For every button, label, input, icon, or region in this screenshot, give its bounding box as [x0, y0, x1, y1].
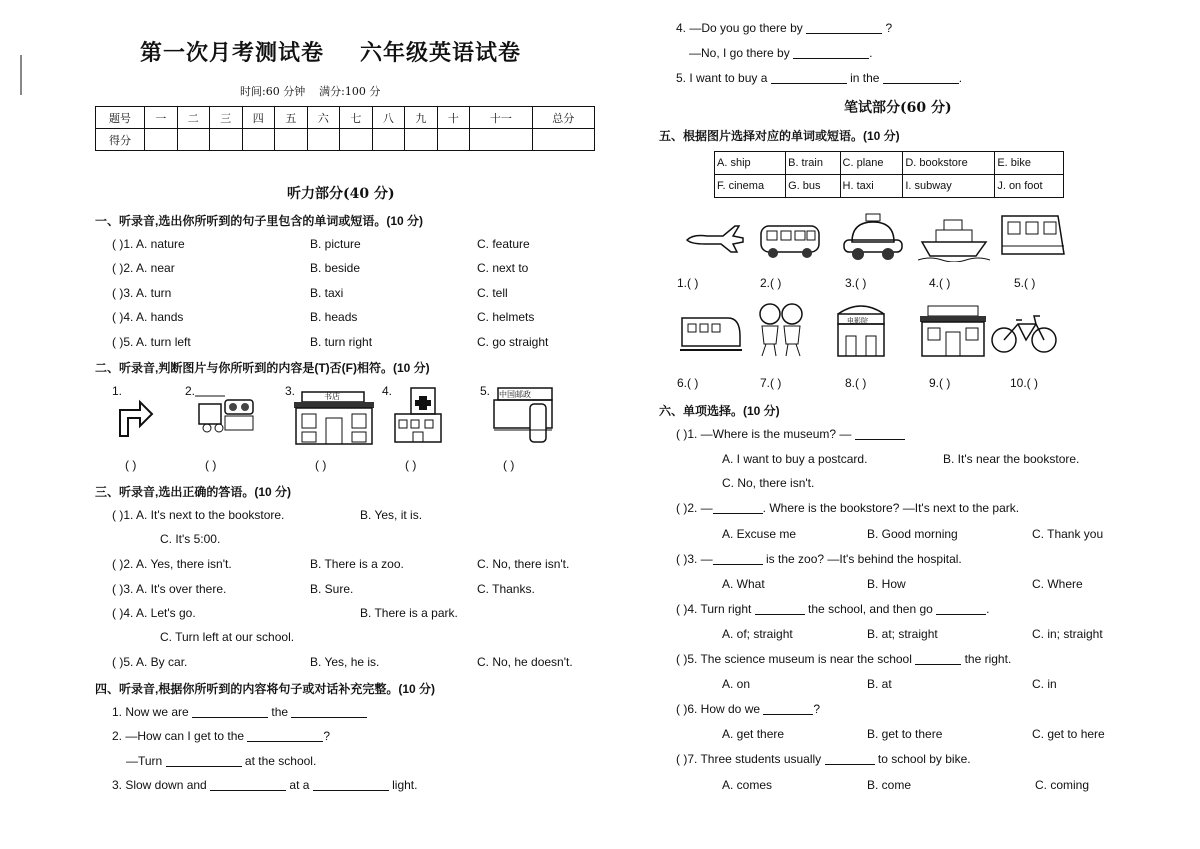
- s6-option-b: B. It's near the bookstore.: [943, 452, 1080, 466]
- s6-option-b: B. come: [867, 778, 912, 792]
- s1-item-a: ( )4. A. hands: [112, 310, 184, 324]
- section4-title: 四、听录音,根据你所听到的内容将句子或对话补充完整。(10 分): [95, 682, 436, 696]
- word-bank-cell: C. plane: [840, 152, 903, 175]
- fill-blank[interactable]: [825, 752, 875, 765]
- bookstore-icon: [918, 304, 988, 358]
- score-cell[interactable]: [307, 129, 340, 151]
- s4-line7: [676, 71, 962, 85]
- s6-q3: [676, 552, 962, 566]
- s6-option-b: B. How: [867, 577, 906, 591]
- score-cell[interactable]: [340, 129, 373, 151]
- s6-option-b: B. Good morning: [867, 527, 958, 541]
- section1-title: 一、听录音,选出你所听到的句子里包含的单词或短语。(10 分): [95, 214, 424, 228]
- s6-question-text: ( )6. How do we: [676, 702, 761, 716]
- s4-text: ?: [885, 21, 893, 35]
- s5-answer[interactable]: 3.( ): [845, 276, 867, 290]
- score-table: [95, 106, 595, 151]
- s6-option-a: A. What: [722, 577, 765, 591]
- fill-blank[interactable]: [313, 778, 389, 791]
- section3-title: 三、听录音,选出正确的答语。(10 分): [95, 485, 292, 499]
- word-bank-cell: F. cinema: [715, 175, 786, 198]
- s3-option-a: ( )4. A. Let's go.: [112, 606, 196, 620]
- s6-q4: [676, 602, 990, 616]
- s3-option-c: C. It's 5:00.: [160, 532, 221, 546]
- turn-right-arrow-icon: [112, 398, 156, 438]
- s6-question-text: . Where is the bookstore? —It's next to the park.: [762, 501, 1020, 515]
- s3-option-c: C. Turn left at our school.: [160, 630, 295, 644]
- s1-item-a: ( )5. A. turn left: [112, 335, 191, 349]
- s3-option-b: B. Yes, it is.: [360, 508, 423, 522]
- s2-answer-paren[interactable]: ( ): [405, 458, 417, 472]
- exam-meta: 时间:60 分钟 满分:100 分: [240, 85, 381, 98]
- score-header-cell: 八: [372, 107, 405, 129]
- bus-icon: [757, 220, 823, 260]
- s5-answer[interactable]: 5.( ): [1014, 276, 1036, 290]
- s6-option-c: C. Where: [1032, 577, 1083, 591]
- fill-blank[interactable]: [806, 21, 882, 34]
- fill-blank[interactable]: [192, 705, 268, 718]
- s3-option-c: C. No, there isn't.: [477, 557, 570, 571]
- score-cell[interactable]: [372, 129, 405, 151]
- score-header-cell: 题号: [96, 107, 145, 129]
- s6-question-text: to school by bike.: [877, 752, 971, 766]
- s5-answer[interactable]: 2.( ): [760, 276, 782, 290]
- s6-option-c: C. in; straight: [1032, 627, 1103, 641]
- s6-question-text: ?: [813, 702, 821, 716]
- word-bank-cell: G. bus: [786, 175, 840, 198]
- fill-blank[interactable]: [855, 427, 905, 440]
- s6-option-c: C. in: [1032, 677, 1057, 691]
- fill-blank[interactable]: [883, 71, 959, 84]
- s2-answer-paren[interactable]: ( ): [315, 458, 327, 472]
- s6-question-text: ( )3. —: [676, 552, 713, 566]
- section6-title: 六、单项选择。(10 分): [659, 404, 780, 418]
- s2-num: 5.: [480, 384, 491, 398]
- score-header-cell: 九: [405, 107, 438, 129]
- s5-answer[interactable]: 10.( ): [1010, 376, 1039, 390]
- score-header-cell: 一: [145, 107, 178, 129]
- s4-line3: [126, 754, 316, 768]
- s2-answer-paren[interactable]: ( ): [503, 458, 515, 472]
- word-bank-cell: E. bike: [995, 152, 1064, 175]
- score-header-cell: 二: [177, 107, 210, 129]
- score-cell[interactable]: [177, 129, 210, 151]
- s6-q1: [676, 427, 905, 441]
- s1-item-c: C. helmets: [477, 310, 535, 324]
- s6-q5: [676, 652, 1011, 666]
- s4-text: light.: [392, 778, 418, 792]
- fill-blank[interactable]: [763, 702, 813, 715]
- s4-line5: [676, 21, 892, 35]
- word-bank-cell: B. train: [786, 152, 840, 175]
- s3-option-b: B. There is a park.: [360, 606, 458, 620]
- section5-title: 五、根据图片选择对应的单词或短语。(10 分): [659, 129, 900, 143]
- s5-answer[interactable]: 1.( ): [677, 276, 699, 290]
- s1-item-c: C. feature: [477, 237, 530, 251]
- s4-text: .: [869, 46, 873, 60]
- s1-item-b: B. picture: [310, 237, 361, 251]
- cinema-sign: 电影院: [847, 318, 868, 325]
- s3-option-c: C. Thanks.: [477, 582, 535, 596]
- s2-answer-paren[interactable]: ( ): [205, 458, 217, 472]
- score-cell[interactable]: [210, 129, 243, 151]
- s6-question-text: ( )4. Turn right: [676, 602, 752, 616]
- score-cell[interactable]: [145, 129, 178, 151]
- word-bank-cell: D. bookstore: [903, 152, 995, 175]
- s4-text: 4. —Do you go there by: [676, 21, 803, 35]
- score-cell[interactable]: [470, 129, 532, 151]
- score-header-cell: 五: [275, 107, 308, 129]
- s1-item-a: ( )2. A. near: [112, 261, 175, 275]
- s3-option-b: B. Yes, he is.: [310, 655, 380, 669]
- section2-title: 二、听录音,判断图片与你所听到的内容是(T)否(F)相符。(10 分): [95, 361, 430, 375]
- s6-q2: [676, 501, 1019, 515]
- s1-item-a: ( )1. A. nature: [112, 237, 185, 251]
- s4-text: 2. —How can I get to the: [112, 729, 245, 743]
- s6-option-a: A. of; straight: [722, 627, 793, 641]
- score-header-cell: 四: [242, 107, 275, 129]
- fill-blank[interactable]: [713, 501, 763, 514]
- s6-question-text: is the zoo? —It's behind the hospital.: [766, 552, 962, 566]
- binding-mark: [20, 55, 34, 95]
- s3-option-b: B. Sure.: [310, 582, 354, 596]
- s4-text: at the school.: [244, 754, 317, 768]
- s6-option-c: C. coming: [1035, 778, 1090, 792]
- s2-num: 4.: [382, 384, 393, 398]
- s6-question-text: ( )5. The science museum is near the school: [676, 652, 912, 666]
- s6-question-text: ( )2. —: [676, 501, 713, 515]
- s6-question-text: ( )1. —Where is the museum? —: [676, 427, 852, 441]
- s4-text: at a: [289, 778, 310, 792]
- score-header-cell: 七: [340, 107, 373, 129]
- s6-option-c: C. Thank you: [1032, 527, 1104, 541]
- s5-answer[interactable]: 6.( ): [677, 376, 699, 390]
- score-header-cell: 三: [210, 107, 243, 129]
- s4-text: in the: [850, 71, 880, 85]
- score-cell[interactable]: [405, 129, 438, 151]
- s6-option-b: B. at; straight: [867, 627, 938, 641]
- score-header-cell: 总分: [532, 107, 595, 129]
- bookstore-sign: 书店: [324, 392, 340, 401]
- s6-option-a: A. Excuse me: [722, 527, 797, 541]
- s6-q6: [676, 702, 820, 716]
- s4-line6: [689, 46, 872, 60]
- s1-item-b: B. beside: [310, 261, 361, 275]
- s4-text: —No, I go there by: [689, 46, 790, 60]
- title-left: 第一次月考测试卷: [140, 40, 325, 66]
- score-header-cell: 十: [437, 107, 470, 129]
- s6-option-a: A. on: [722, 677, 751, 691]
- ship-icon: [918, 212, 990, 262]
- walking-kids-icon: [748, 300, 814, 358]
- s3-option-a: ( )2. A. Yes, there isn't.: [112, 557, 232, 571]
- fill-blank[interactable]: [713, 552, 763, 565]
- s6-option-c: C. get to here: [1032, 727, 1105, 741]
- s3-option-a: ( )5. A. By car.: [112, 655, 188, 669]
- s4-text: 3. Slow down and: [112, 778, 207, 792]
- score-header-cell: 十一: [470, 107, 532, 129]
- s4-text: 1. Now we are: [112, 705, 189, 719]
- score-cell[interactable]: [275, 129, 308, 151]
- traffic-scene-icon: [195, 392, 257, 434]
- s6-question-text: .: [986, 602, 990, 616]
- s4-text: —Turn: [126, 754, 163, 768]
- s6-option-a: A. get there: [722, 727, 785, 741]
- fill-blank[interactable]: [793, 46, 869, 59]
- score-header-cell: 六: [307, 107, 340, 129]
- word-bank-cell: J. on foot: [995, 175, 1064, 198]
- word-bank-cell: H. taxi: [840, 175, 903, 198]
- fill-blank[interactable]: [247, 729, 323, 742]
- s5-answer[interactable]: 9.( ): [929, 376, 951, 390]
- s6-option-c: C. No, there isn't.: [722, 476, 815, 490]
- exam-title: [140, 36, 521, 67]
- listening-heading: 听力部分(40 分): [287, 186, 395, 202]
- s3-option-a: ( )3. A. It's over there.: [112, 582, 227, 596]
- cinema-icon: [834, 300, 888, 360]
- s6-question-text: the school, and then go: [808, 602, 933, 616]
- s3-option-a: ( )1. A. It's next to the bookstore.: [112, 508, 285, 522]
- s4-line4: [112, 778, 417, 792]
- score-cell[interactable]: [532, 129, 595, 151]
- s4-text: 5. I want to buy a: [676, 71, 768, 85]
- word-bank-cell: I. subway: [903, 175, 995, 198]
- plane-icon: [683, 222, 745, 256]
- hospital-icon: [393, 386, 443, 444]
- title-right: 六年级英语试卷: [360, 40, 522, 66]
- s2-num: 1.: [112, 384, 123, 398]
- s6-option-b: B. get to there: [867, 727, 943, 741]
- fill-blank[interactable]: [210, 778, 286, 791]
- s3-option-c: C. No, he doesn't.: [477, 655, 573, 669]
- s4-line2: [112, 729, 330, 743]
- word-bank: [714, 151, 1064, 198]
- fill-blank[interactable]: [755, 602, 805, 615]
- post-office-sign: 中国邮政: [499, 390, 531, 399]
- s4-text: .: [958, 71, 963, 85]
- fill-blank[interactable]: [166, 754, 242, 767]
- s6-question-text: ( )7. Three students usually: [676, 752, 822, 766]
- fill-blank[interactable]: [936, 602, 986, 615]
- s4-line1: [112, 705, 367, 719]
- s6-option-a: A. I want to buy a postcard.: [722, 452, 868, 466]
- fill-blank[interactable]: [291, 705, 367, 718]
- s5-answer[interactable]: 8.( ): [845, 376, 867, 390]
- taxi-icon: [840, 212, 906, 262]
- train-icon: [678, 306, 744, 354]
- s6-option-b: B. at: [867, 677, 892, 691]
- s1-item-b: B. turn right: [310, 335, 373, 349]
- s6-q7: [676, 752, 971, 766]
- word-bank-cell: A. ship: [715, 152, 786, 175]
- s4-text: the: [271, 705, 289, 719]
- s1-item-c: C. next to: [477, 261, 529, 275]
- s6-option-a: A. comes: [722, 778, 773, 792]
- score-cell[interactable]: [437, 129, 470, 151]
- s3-option-b: B. There is a zoo.: [310, 557, 404, 571]
- fill-blank[interactable]: [771, 71, 847, 84]
- score-label-cell: 得分: [96, 129, 145, 151]
- fill-blank[interactable]: [915, 652, 961, 665]
- s1-item-b: B. heads: [310, 310, 358, 324]
- written-heading: 笔试部分(60 分): [844, 100, 952, 116]
- s5-answer[interactable]: 4.( ): [929, 276, 951, 290]
- s2-num: 2.: [185, 384, 196, 398]
- s1-item-c: C. tell: [477, 286, 508, 300]
- subway-icon: [998, 210, 1066, 260]
- s5-answer[interactable]: 7.( ): [760, 376, 782, 390]
- s6-question-text: the right.: [964, 652, 1012, 666]
- s2-answer-paren[interactable]: ( ): [125, 458, 137, 472]
- score-cell[interactable]: [242, 129, 275, 151]
- bike-icon: [990, 312, 1058, 356]
- s1-item-c: C. go straight: [477, 335, 549, 349]
- s1-item-b: B. taxi: [310, 286, 344, 300]
- s1-item-a: ( )3. A. turn: [112, 286, 172, 300]
- s2-num: 3.: [285, 384, 296, 398]
- s4-text: ?: [323, 729, 331, 743]
